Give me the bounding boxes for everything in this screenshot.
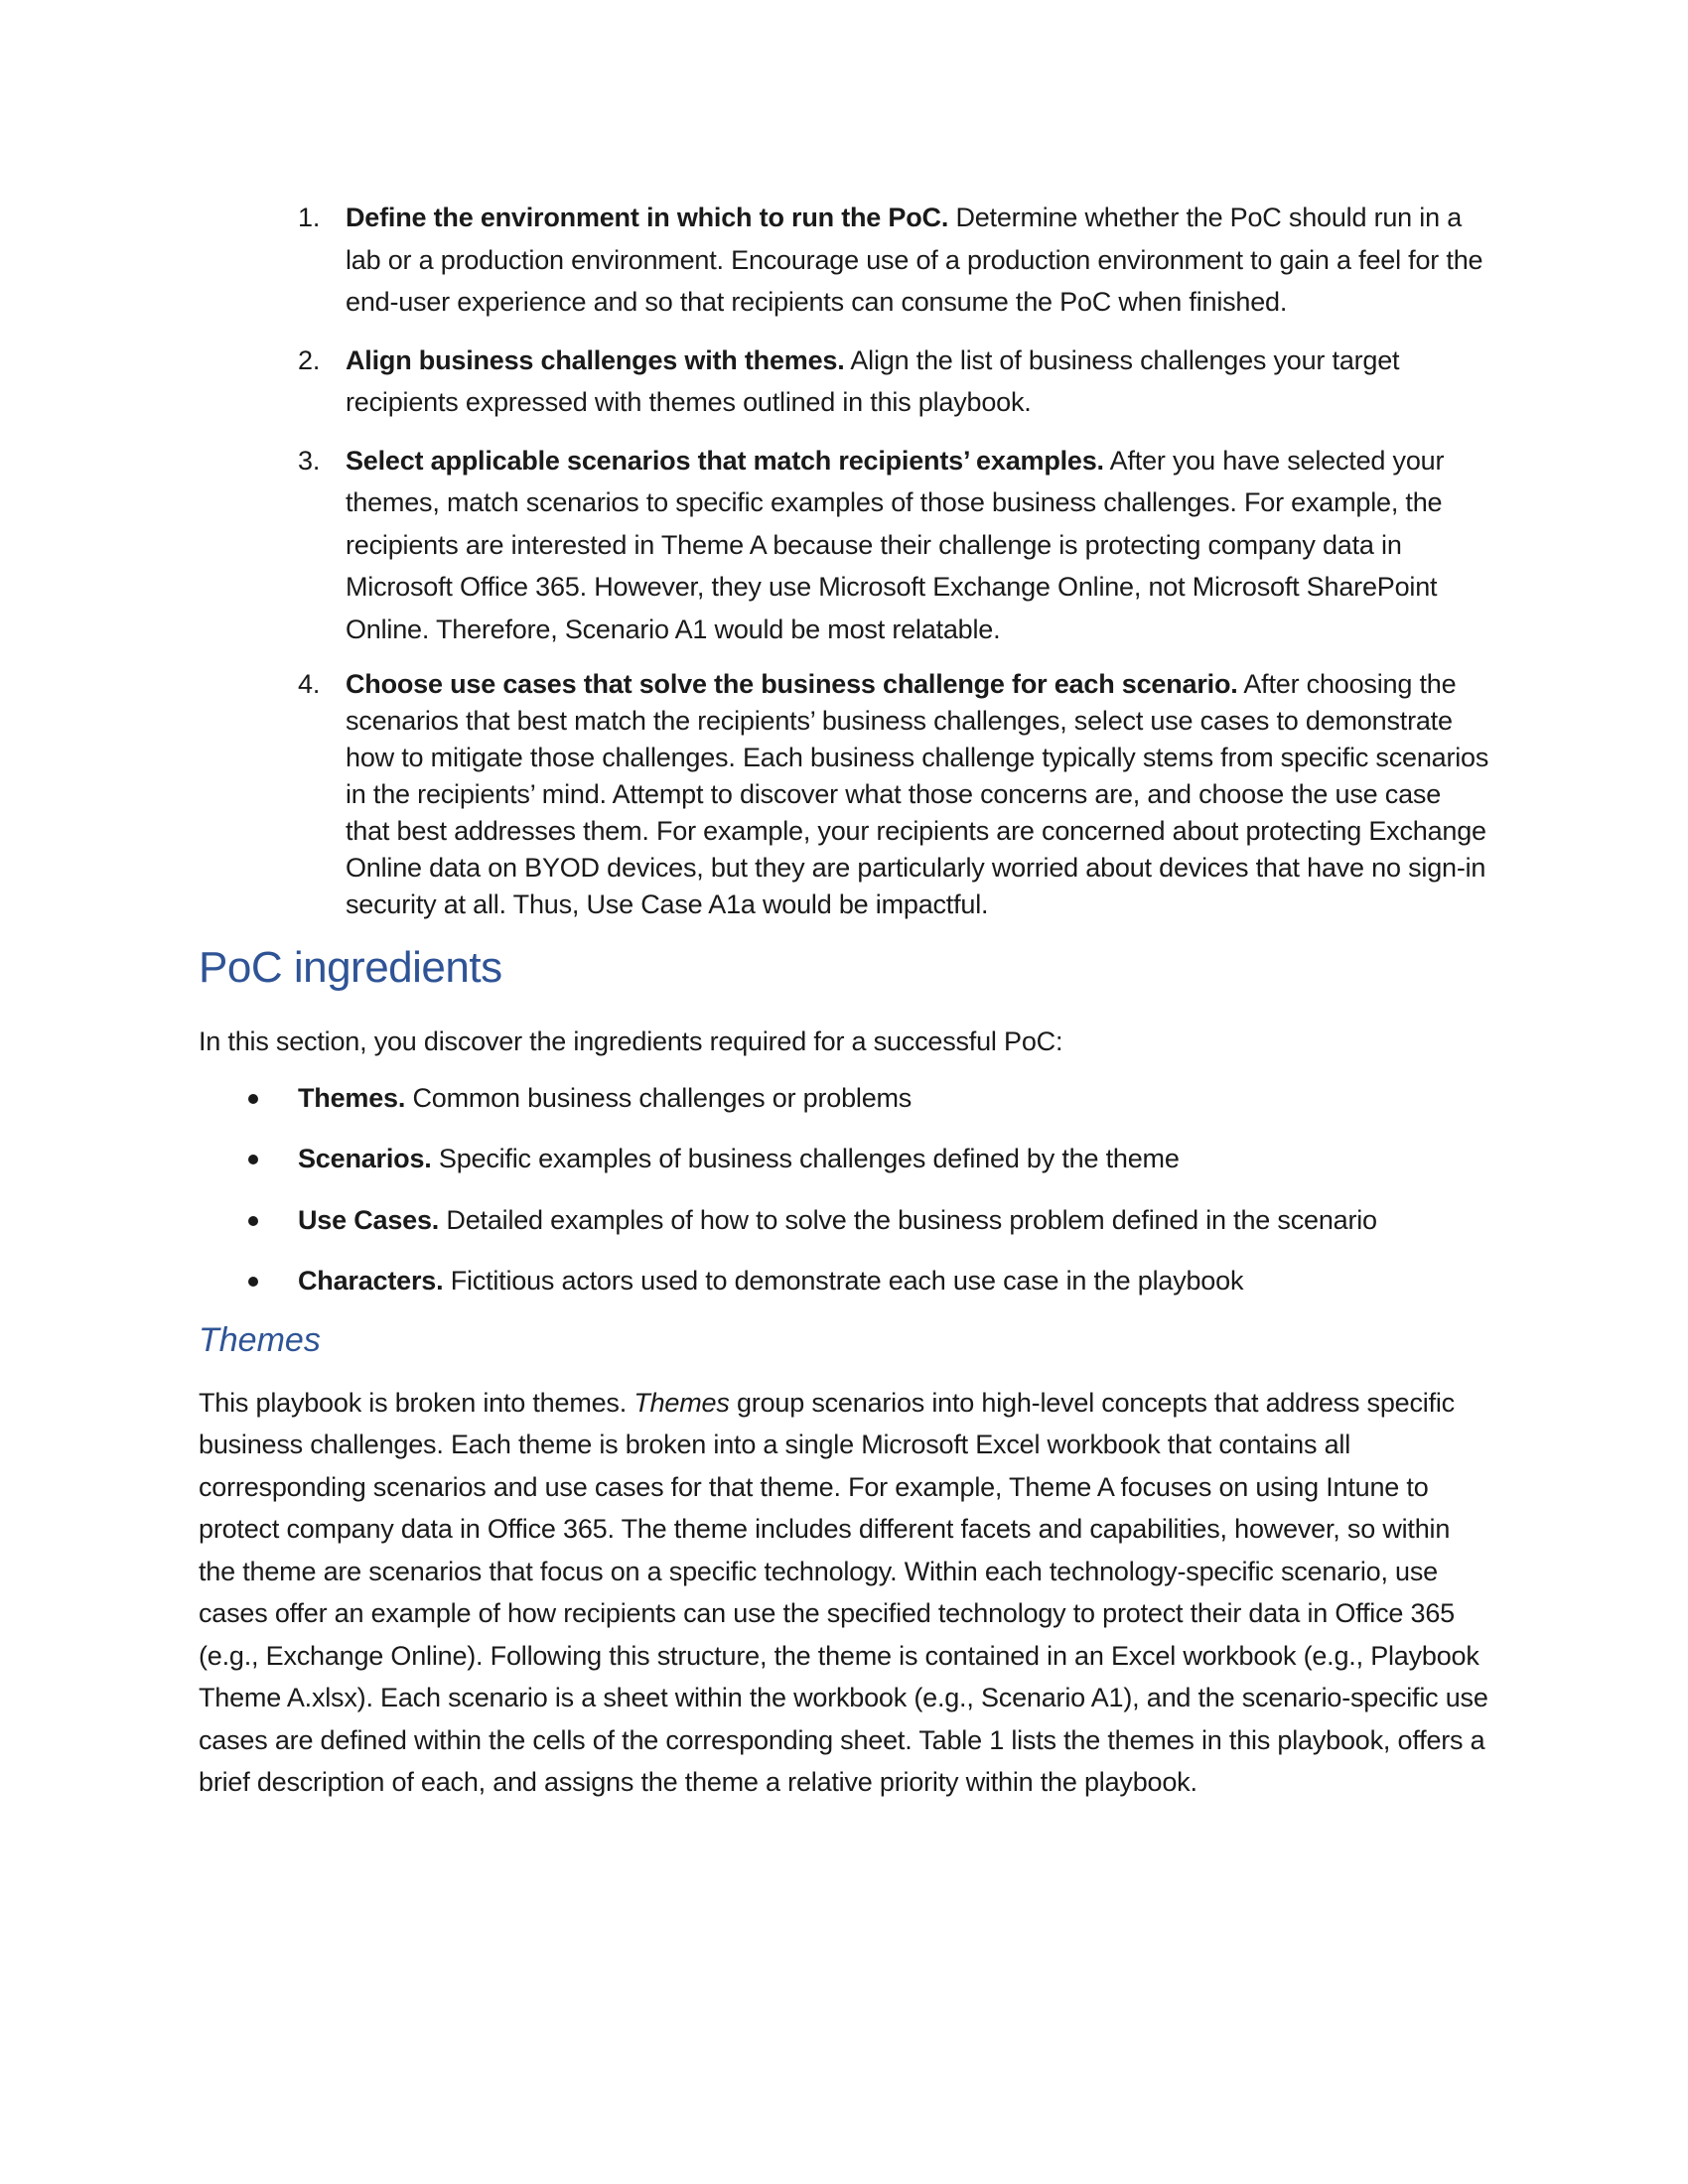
ingredients-list — [199, 1077, 1489, 1302]
step-text: After you have selected your themes, match scenarios to specific examples of those business challenges. For example, the recipients are interested in Theme A because their challenge is protecting company data in Microsoft Office 365. However, they use Microsoft Exchange Online, not Microsoft SharePoint Online. Therefore, Scenario A1 would be most relatable. — [346, 445, 1445, 644]
list-item — [199, 1077, 1489, 1120]
list-number: 4. — [298, 669, 321, 699]
list-item — [199, 340, 1489, 424]
section-heading-poc-ingredients: PoC ingredients — [199, 943, 502, 992]
section-heading-themes: Themes — [199, 1320, 321, 1359]
step-text: After choosing the scenarios that best match the recipients’ business challenges, select use cases to demonstrate how to mitigate those challenges. Each business challenge typically stems from specific scenarios in the recipients’ mind. Attempt to discover what those concerns are, and choose the use case that best addresses them. For example, your recipients are concerned about protecting Exchange Online data on BYOD devices, but they are particularly worried about devices that have no sign-in security at all. Thus, Use Case A1a would be impactful. — [346, 669, 1489, 919]
step-text: Determine whether the PoC should run in a lab or a production environment. Encourage use of a production environment to gain a feel for the end-user experience and so that recipients can consume the PoC when finished. — [346, 203, 1483, 317]
list-number: 3. — [298, 445, 321, 476]
bullet-icon — [248, 1094, 258, 1104]
step-title: Align business challenges with themes. — [346, 344, 845, 375]
ingredient-desc: Fictitious actors used to demonstrate each use case in the playbook — [443, 1266, 1244, 1296]
step-text: Align the list of business challenges your target recipients expressed with themes outlined in this playbook. — [346, 344, 1400, 417]
bullet-icon — [248, 1155, 258, 1164]
step-title: Choose use cases that solve the business challenge for each scenario. — [346, 669, 1238, 699]
ingredient-term: Use Cases. — [298, 1204, 440, 1235]
poc-steps-list — [199, 197, 1489, 923]
list-number: 1. — [298, 203, 321, 232]
list-item — [199, 666, 1489, 923]
bullet-icon — [248, 1277, 258, 1287]
step-title: Select applicable scenarios that match recipients’ examples. — [346, 445, 1104, 476]
ingredient-desc: Detailed examples of how to solve the business problem defined in the scenario — [439, 1204, 1377, 1235]
ingredients-intro: In this section, you discover the ingredients required for a successful PoC: — [199, 1026, 1063, 1056]
themes-lead: This playbook is broken into themes. — [199, 1387, 634, 1418]
list-item — [199, 1260, 1489, 1302]
ingredient-term: Themes. — [298, 1082, 406, 1113]
list-number: 2. — [298, 344, 321, 375]
list-item — [199, 1138, 1489, 1180]
themes-emphasis: Themes — [633, 1387, 730, 1418]
themes-body: group scenarios into high-level concepts that address specific business challenges. Each theme is broken into a single Microsoft Excel workbook that contains all corresponding scenarios and use cases for that theme. For example, Theme A focuses on using Intune to protect company data in Office 365. The theme includes different facets and capabilities, however, so within the theme are scenarios that focus on a specific technology. Within each technology-specific scenario, use cases offer an example of how recipients can use the specified technology to protect their data in Office 365 (e.g., Exchange Online). Following this structure, the theme is contained in an Excel workbook (e.g., Playbook Theme A.xlsx). Each scenario is a sheet within the workbook (e.g., Scenario A1), and the scenario-specific use cases are defined within the cells of the corresponding sheet. Table 1 lists the themes in this playbook, offers a brief description of each, and assigns the theme a relative priority within the playbook. — [199, 1387, 1488, 1797]
ingredient-term: Scenarios. — [298, 1144, 432, 1173]
themes-paragraph — [199, 1382, 1489, 1804]
ingredient-desc: Specific examples of business challenges defined by the theme — [431, 1144, 1180, 1173]
list-item — [199, 1199, 1489, 1242]
ingredient-desc: Common business challenges or problems — [405, 1082, 913, 1113]
page-content — [199, 197, 1489, 1804]
step-title: Define the environment in which to run the PoC. — [346, 203, 949, 232]
list-item — [199, 197, 1489, 324]
list-item — [199, 440, 1489, 651]
ingredient-term: Characters. — [298, 1266, 444, 1296]
bullet-icon — [248, 1216, 258, 1226]
